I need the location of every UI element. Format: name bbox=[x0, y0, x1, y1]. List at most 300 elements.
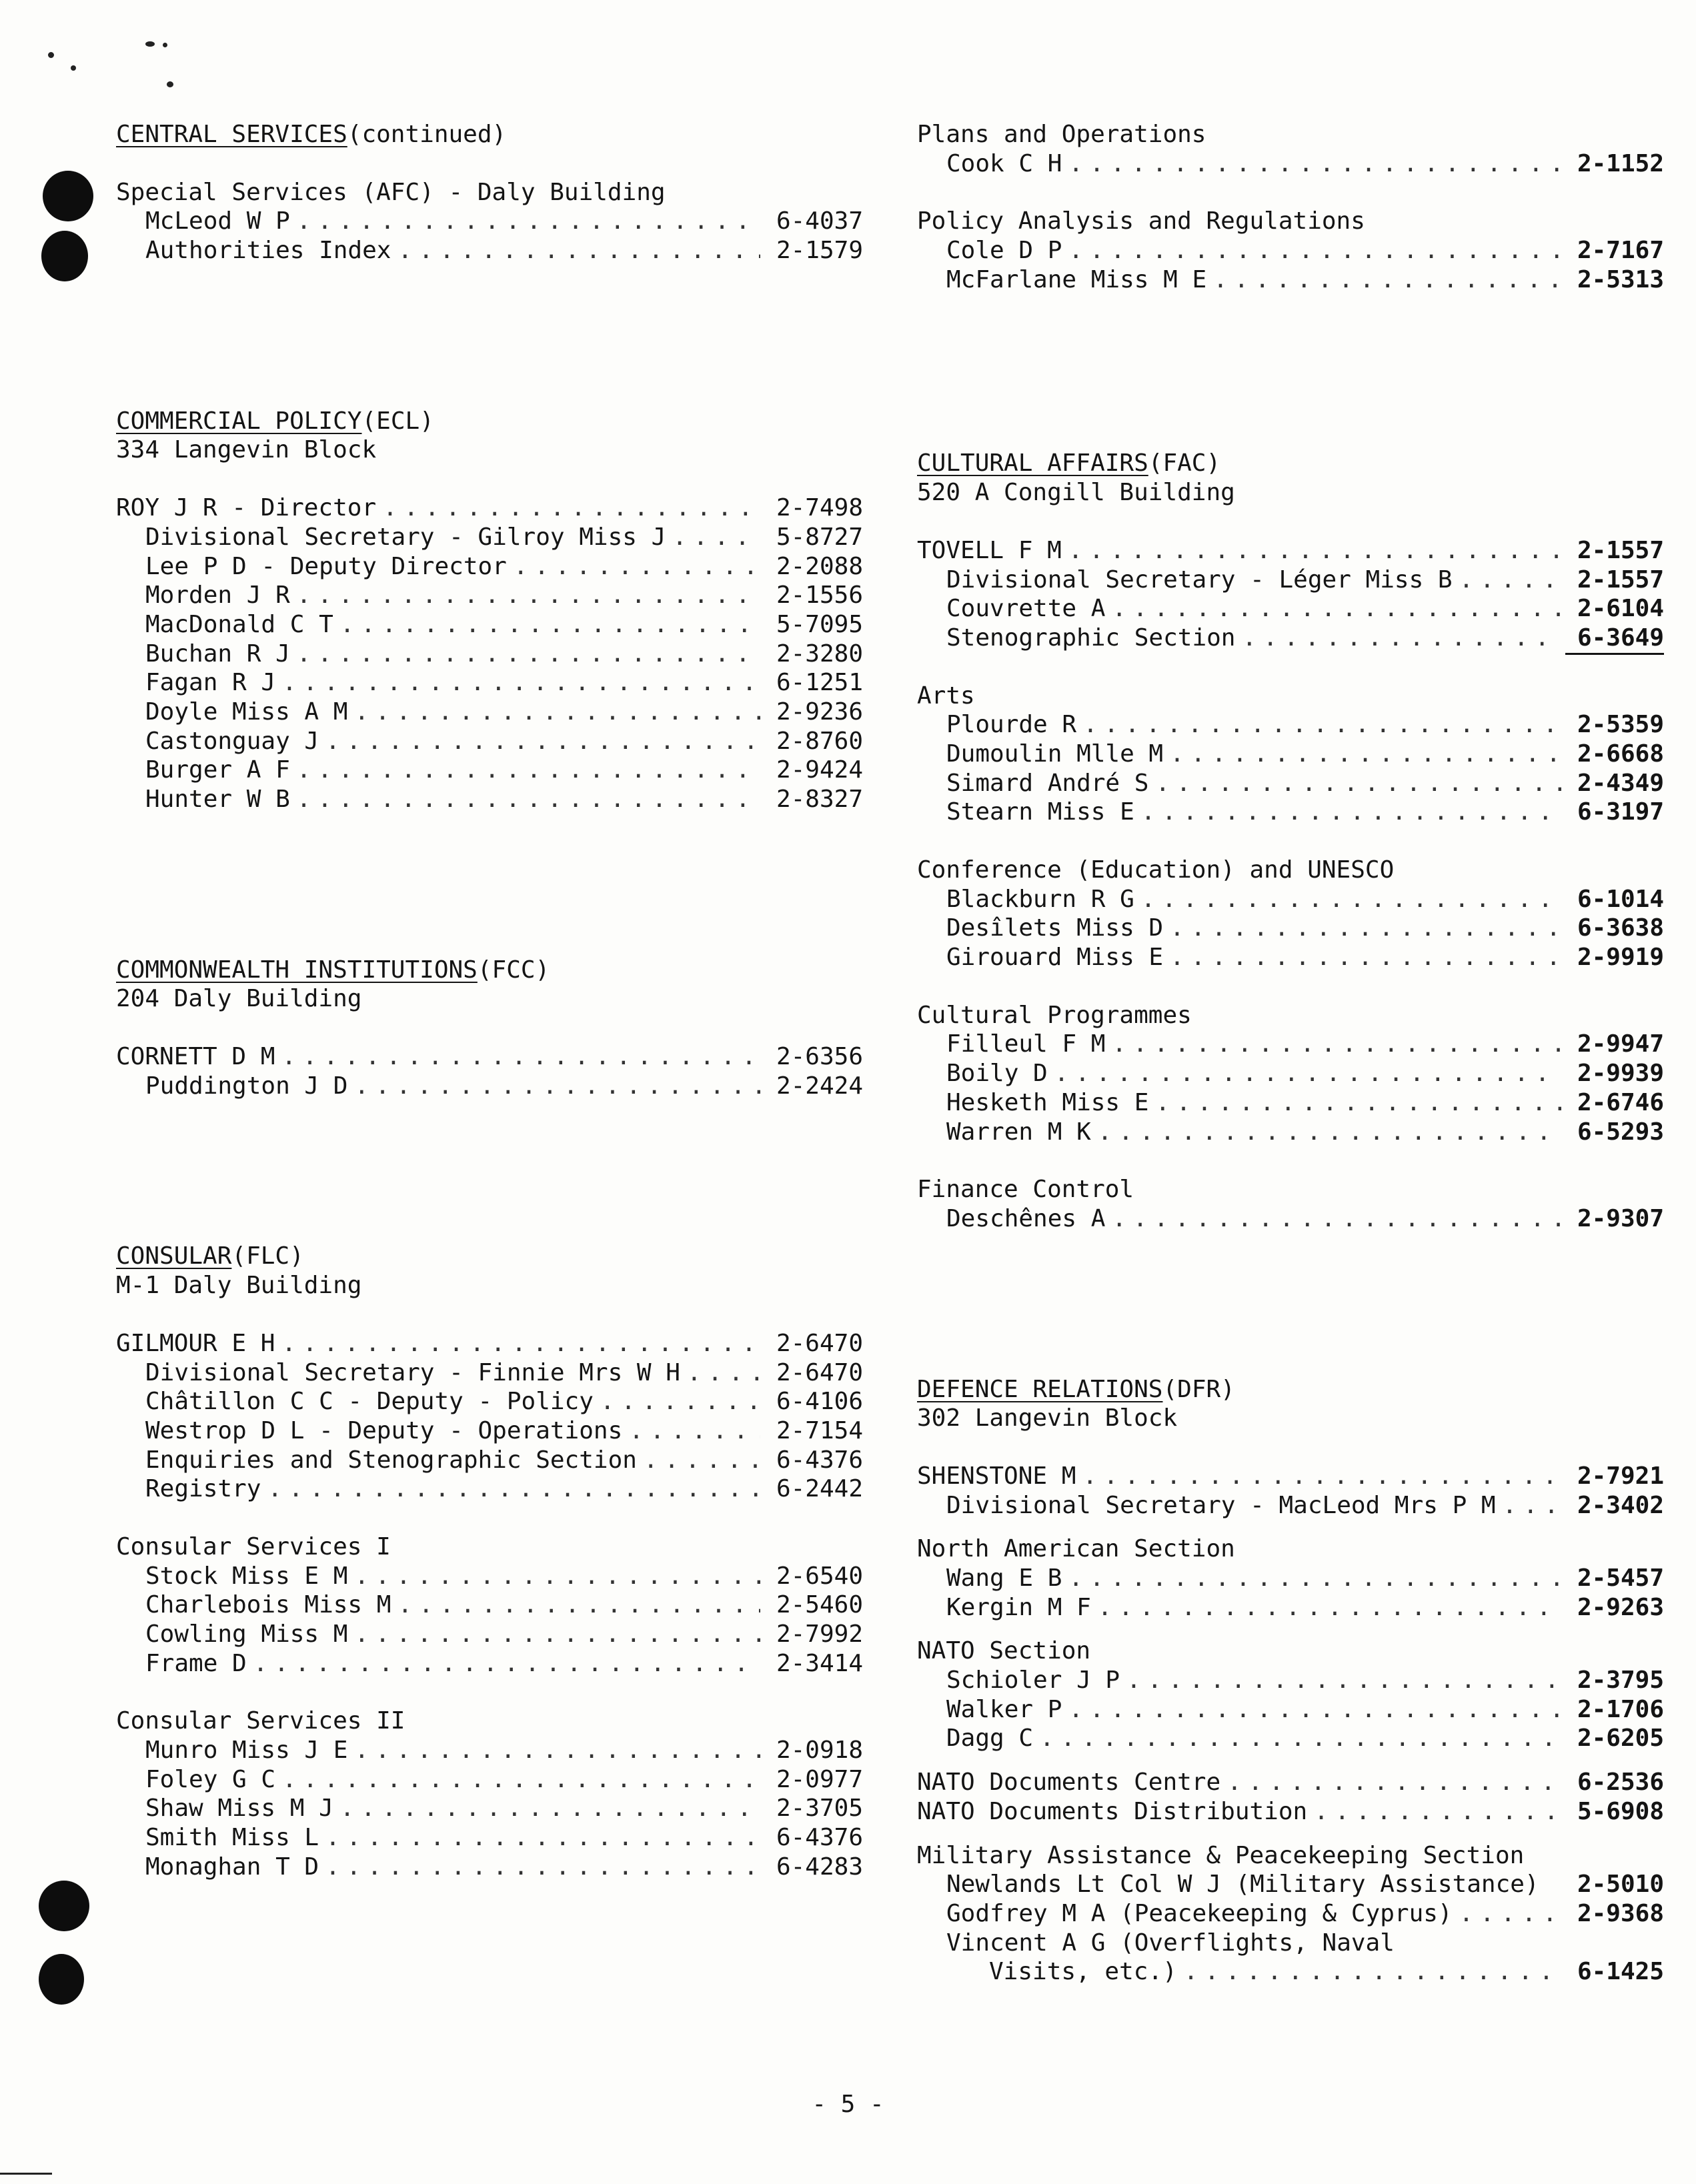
entry-extension: 2-1152 bbox=[1577, 149, 1664, 177]
entry-extension: 5-6908 bbox=[1577, 1797, 1664, 1825]
leader-dots bbox=[325, 727, 760, 756]
leader-dots bbox=[1170, 914, 1561, 943]
entry-name: Filleul F M bbox=[946, 1030, 1106, 1058]
leader-dots bbox=[267, 1474, 760, 1504]
entry-extension: 2-6470 bbox=[776, 1329, 863, 1357]
entry-extension: 5-7095 bbox=[776, 610, 863, 638]
directory-entry bbox=[917, 1059, 1664, 1088]
entry-extension: 2-0918 bbox=[776, 1737, 863, 1765]
entry-name: Schioler J P bbox=[946, 1667, 1120, 1695]
entry-name: Cowling Miss M bbox=[145, 1620, 348, 1648]
entry-name: Morden J R bbox=[145, 582, 290, 610]
entry-extension: 6-4376 bbox=[776, 1446, 863, 1474]
section-title: CULTURAL AFFAIRS bbox=[917, 449, 1148, 477]
entry-extension: 2-2088 bbox=[776, 552, 863, 580]
leader-dots bbox=[297, 640, 760, 669]
leader-dots bbox=[1098, 1593, 1561, 1622]
entry-name: Frame D bbox=[145, 1649, 247, 1677]
entry-name: Stenographic Section bbox=[946, 624, 1236, 652]
leader-dots bbox=[282, 1765, 760, 1795]
section-title: COMMERCIAL POLICY bbox=[116, 407, 362, 435]
entry-extension: 2-8760 bbox=[776, 727, 863, 755]
entry-name: Blackburn R G bbox=[946, 885, 1134, 913]
subsection-title: Military Assistance & Peacekeeping Section bbox=[917, 1841, 1525, 1869]
entry-name: Munro Miss J E bbox=[145, 1737, 348, 1765]
section-code: (ECL) bbox=[361, 407, 434, 435]
directory-entry bbox=[917, 1957, 1664, 1987]
section-code: (DFR) bbox=[1162, 1375, 1235, 1403]
directory-entry bbox=[116, 1387, 863, 1416]
directory-entry bbox=[917, 1118, 1664, 1147]
leader-dots bbox=[1184, 1957, 1561, 1987]
leader-dots bbox=[1112, 594, 1561, 624]
entry-extension: 2-6470 bbox=[776, 1358, 863, 1386]
directory-entry bbox=[116, 1590, 863, 1620]
directory-entry bbox=[917, 594, 1664, 624]
entry-name: Castonguay J bbox=[145, 727, 319, 755]
directory-entry bbox=[917, 1564, 1664, 1593]
directory-entry bbox=[116, 1620, 863, 1649]
leader-dots bbox=[354, 1562, 760, 1591]
spacer bbox=[917, 178, 1664, 207]
directory-entry bbox=[116, 1736, 863, 1765]
speck bbox=[167, 81, 173, 87]
leader-dots bbox=[1459, 566, 1561, 595]
leader-dots bbox=[1126, 1666, 1561, 1695]
entry-extension: 2-1706 bbox=[1577, 1695, 1664, 1723]
leader-dots bbox=[297, 756, 760, 785]
directory-entry bbox=[116, 698, 863, 727]
section-code: (FLC) bbox=[231, 1242, 304, 1270]
entry-extension: 2-9939 bbox=[1577, 1060, 1664, 1088]
entry-name: Godfrey M A (Peacekeeping & Cyprus) bbox=[946, 1899, 1453, 1927]
section-heading bbox=[917, 449, 1664, 478]
directory-entry bbox=[116, 493, 863, 523]
directory-entry bbox=[116, 785, 863, 814]
entry-name: Enquiries and Stenographic Section bbox=[145, 1446, 637, 1474]
leader-dots bbox=[514, 552, 760, 582]
entry-extension: 2-7992 bbox=[776, 1620, 863, 1648]
entry-extension: 2-6205 bbox=[1577, 1725, 1664, 1753]
directory-entry bbox=[116, 1416, 863, 1446]
punch-hole bbox=[41, 231, 88, 281]
directory-entry bbox=[116, 1853, 863, 1882]
directory-entry bbox=[917, 943, 1664, 972]
spacer bbox=[116, 1300, 863, 1329]
entry-name: Stearn Miss E bbox=[946, 798, 1134, 826]
entry-extension: 2-2424 bbox=[776, 1072, 863, 1100]
spacer bbox=[116, 814, 863, 956]
directory-entry bbox=[116, 1823, 863, 1853]
entry-extension: 2-9947 bbox=[1577, 1030, 1664, 1058]
directory-entry bbox=[116, 756, 863, 785]
entry-extension: 2-7167 bbox=[1577, 237, 1664, 265]
edge-mark bbox=[0, 2173, 52, 2175]
directory-entry bbox=[116, 1329, 863, 1358]
subsection-title: Arts bbox=[917, 682, 975, 710]
entry-extension: 2-3402 bbox=[1577, 1491, 1664, 1519]
entry-name: SHENSTONE M bbox=[917, 1462, 1076, 1490]
leader-dots bbox=[354, 1620, 760, 1649]
entry-extension: 6-1425 bbox=[1577, 1958, 1664, 1986]
directory-entry bbox=[116, 1474, 863, 1504]
spacer bbox=[116, 1504, 863, 1532]
entry-extension: 2-1557 bbox=[1577, 566, 1664, 594]
directory-entry bbox=[917, 236, 1664, 265]
leader-dots bbox=[644, 1446, 760, 1475]
entry-name: Dagg C bbox=[946, 1725, 1034, 1753]
leader-dots bbox=[1068, 149, 1561, 179]
entry-extension: 2-5359 bbox=[1577, 711, 1664, 739]
leader-dots bbox=[1068, 1695, 1561, 1725]
directory-entry bbox=[917, 1204, 1664, 1234]
entry-extension: 6-4106 bbox=[776, 1388, 863, 1416]
leader-dots bbox=[1459, 1899, 1561, 1929]
spacer bbox=[917, 1622, 1664, 1636]
subsection-title: North American Section bbox=[917, 1535, 1235, 1563]
entry-extension: 2-9263 bbox=[1577, 1593, 1664, 1621]
subsection-title: NATO Section bbox=[917, 1637, 1091, 1665]
entry-extension: 2-6540 bbox=[776, 1562, 863, 1590]
entry-extension: 6-4283 bbox=[776, 1853, 863, 1881]
entry-name: Divisional Secretary - Léger Miss B bbox=[946, 566, 1453, 594]
leader-dots bbox=[1112, 1204, 1561, 1234]
entry-name: Monaghan T D bbox=[145, 1853, 319, 1881]
speck bbox=[145, 41, 155, 47]
entry-name: ROY J R - Director bbox=[116, 494, 377, 522]
spacer bbox=[917, 1234, 1664, 1375]
directory-entry bbox=[116, 1765, 863, 1795]
entry-name: Divisional Secretary - Gilroy Miss J bbox=[145, 523, 666, 551]
punch-hole bbox=[43, 171, 93, 221]
directory-entry bbox=[917, 1491, 1664, 1520]
subsection-title: Conference (Education) and UNESCO bbox=[917, 856, 1395, 884]
entry-name: Smith Miss L bbox=[145, 1824, 319, 1852]
entry-extension: 2-5010 bbox=[1577, 1871, 1664, 1899]
leader-dots bbox=[281, 1329, 760, 1358]
entry-name: Dumoulin Mlle M bbox=[946, 740, 1164, 768]
entry-extension: 2-6668 bbox=[1577, 740, 1664, 768]
entry-extension: 2-7921 bbox=[1577, 1462, 1664, 1490]
entry-name: Boily D bbox=[946, 1060, 1048, 1088]
entry-name: Registry bbox=[145, 1475, 261, 1503]
entry-extension: 2-6746 bbox=[1577, 1088, 1664, 1116]
entry-name: CORNETT D M bbox=[116, 1043, 275, 1071]
leader-dots bbox=[1082, 1462, 1561, 1491]
directory-entry bbox=[917, 1088, 1664, 1118]
entry-name: Burger A F bbox=[145, 756, 290, 784]
entry-name: Foley G C bbox=[145, 1765, 276, 1793]
directory-entry bbox=[116, 1072, 863, 1101]
right-column bbox=[917, 120, 1664, 1987]
subsection-title: Consular Services II bbox=[116, 1707, 405, 1735]
spacer bbox=[917, 1146, 1664, 1175]
entry-extension: 2-3795 bbox=[1577, 1667, 1664, 1695]
section-heading bbox=[917, 1375, 1664, 1404]
leader-dots bbox=[281, 1042, 760, 1072]
entry-extension: 5-8727 bbox=[776, 523, 863, 551]
leader-dots bbox=[1141, 798, 1561, 827]
leader-dots bbox=[340, 610, 760, 640]
entry-extension: 6-3638 bbox=[1577, 914, 1664, 942]
entry-name: Kergin M F bbox=[946, 1593, 1091, 1621]
leader-dots bbox=[1068, 236, 1561, 265]
leader-dots bbox=[687, 1358, 760, 1388]
section-title: COMMONWEALTH INSTITUTIONS bbox=[116, 956, 478, 984]
spacer bbox=[116, 1014, 863, 1042]
directory-entry bbox=[116, 552, 863, 582]
entry-name: Plourde R bbox=[946, 711, 1077, 739]
spacer bbox=[116, 1678, 863, 1707]
directory-entry bbox=[917, 1768, 1664, 1797]
section-code: (FAC) bbox=[1148, 449, 1221, 477]
entry-name: Westrop D L - Deputy - Operations bbox=[145, 1416, 623, 1444]
directory-entry bbox=[917, 1030, 1664, 1059]
entry-name: McFarlane Miss M E bbox=[946, 265, 1207, 293]
entry-name: Châtillon C C - Deputy - Policy bbox=[145, 1388, 594, 1416]
directory-entry bbox=[917, 1695, 1664, 1725]
leader-dots bbox=[1112, 1030, 1561, 1059]
leader-dots bbox=[1068, 536, 1561, 566]
leader-dots bbox=[1155, 1088, 1561, 1118]
section-heading bbox=[116, 407, 863, 436]
section-title: CONSULAR bbox=[116, 1242, 232, 1270]
entry-name: Shaw Miss M J bbox=[145, 1795, 333, 1823]
entry-name: Cook C H bbox=[946, 149, 1062, 177]
directory-entry bbox=[116, 581, 863, 610]
entry-extension: 2-5313 bbox=[1577, 265, 1664, 293]
leader-dots bbox=[354, 1736, 760, 1765]
directory-entry bbox=[917, 1899, 1664, 1929]
directory-entry bbox=[116, 1358, 863, 1388]
entry-extension: 2-9424 bbox=[776, 756, 863, 784]
directory-entry bbox=[116, 1794, 863, 1823]
entry-extension: 6-4376 bbox=[776, 1824, 863, 1852]
directory-entry bbox=[917, 566, 1664, 595]
entry-extension: 6-3197 bbox=[1577, 798, 1664, 826]
entry-extension: 2-7154 bbox=[776, 1416, 863, 1444]
directory-entry bbox=[917, 624, 1664, 653]
leader-dots bbox=[1314, 1797, 1561, 1827]
entry-name: Wang E B bbox=[946, 1564, 1062, 1592]
directory-entry bbox=[917, 265, 1664, 295]
section-code: (FCC) bbox=[477, 956, 550, 984]
entry-extension: 2-9236 bbox=[776, 698, 863, 726]
leader-dots bbox=[297, 581, 760, 610]
leader-dots bbox=[282, 668, 760, 698]
leader-dots bbox=[1170, 943, 1561, 972]
leader-dots bbox=[383, 493, 760, 523]
entry-extension: 2-4349 bbox=[1577, 769, 1664, 797]
entry-extension: 6-2536 bbox=[1577, 1769, 1664, 1797]
directory-entry bbox=[917, 1724, 1664, 1753]
entry-name: MacDonald C T bbox=[145, 610, 333, 638]
entry-name: Visits, etc.) bbox=[989, 1958, 1177, 1986]
directory-entry bbox=[917, 798, 1664, 827]
entry-name: Stock Miss E M bbox=[145, 1562, 348, 1590]
entry-extension: 2-8327 bbox=[776, 786, 863, 813]
section-location: 302 Langevin Block bbox=[917, 1404, 1178, 1432]
directory-entry bbox=[917, 536, 1664, 566]
leader-dots bbox=[253, 1649, 760, 1679]
leader-dots bbox=[354, 698, 760, 727]
leader-dots bbox=[354, 1072, 760, 1101]
leader-dots bbox=[325, 1823, 760, 1853]
entry-name: Desîlets Miss D bbox=[946, 914, 1164, 942]
leader-dots bbox=[1170, 740, 1561, 769]
entry-name: Lee P D - Deputy Director bbox=[145, 552, 507, 580]
entry-extension: 2-9307 bbox=[1577, 1204, 1664, 1232]
entry-extension: 2-5457 bbox=[1577, 1564, 1664, 1592]
spacer bbox=[917, 827, 1664, 856]
section-heading bbox=[116, 956, 863, 985]
directory-entry bbox=[116, 1649, 863, 1679]
spacer bbox=[917, 1433, 1664, 1462]
spacer bbox=[917, 1753, 1664, 1768]
directory-entry bbox=[116, 727, 863, 756]
section-title: CENTRAL SERVICES bbox=[116, 121, 347, 148]
entry-name: Hesketh Miss E bbox=[946, 1088, 1149, 1116]
entry-extension: 2-1579 bbox=[776, 237, 863, 265]
leader-dots bbox=[1242, 624, 1561, 653]
spacer bbox=[116, 265, 863, 407]
entry-name: Divisional Secretary - MacLeod Mrs P M bbox=[946, 1491, 1496, 1519]
subsection-title: Special Services (AFC) - Daly Building bbox=[116, 178, 666, 206]
speck bbox=[48, 52, 54, 58]
spacer bbox=[917, 1520, 1664, 1534]
entry-extension: 2-5460 bbox=[776, 1591, 863, 1619]
entry-name: Charlebois Miss M bbox=[145, 1591, 391, 1619]
entry-name: Authorities Index bbox=[145, 237, 391, 265]
speck bbox=[71, 65, 76, 71]
entry-name: Divisional Secretary - Finnie Mrs W H bbox=[145, 1358, 680, 1386]
punch-hole bbox=[39, 1881, 89, 1931]
spacer bbox=[917, 294, 1664, 449]
leader-dots bbox=[1503, 1491, 1561, 1520]
entry-name: Newlands Lt Col W J (Military Assistance) bbox=[946, 1871, 1539, 1899]
directory-entry bbox=[116, 236, 863, 265]
entry-extension: 6-5293 bbox=[1577, 1118, 1664, 1146]
directory-entry bbox=[917, 1797, 1664, 1827]
section-title: DEFENCE RELATIONS bbox=[917, 1375, 1163, 1403]
entry-name: Simard André S bbox=[946, 769, 1149, 797]
directory-entry bbox=[116, 1042, 863, 1072]
subsection-title: Cultural Programmes bbox=[917, 1001, 1192, 1029]
leader-dots bbox=[1083, 710, 1561, 740]
directory-entry bbox=[116, 1562, 863, 1591]
section-location: 204 Daly Building bbox=[116, 985, 362, 1013]
leader-dots bbox=[1155, 769, 1561, 798]
leader-dots bbox=[629, 1416, 760, 1446]
entry-name: Hunter W B bbox=[145, 786, 290, 813]
entry-name: McLeod W P bbox=[145, 207, 290, 235]
leader-dots bbox=[1068, 1564, 1561, 1593]
directory-entry bbox=[116, 523, 863, 552]
section-heading bbox=[116, 120, 863, 149]
directory-entry bbox=[116, 207, 863, 236]
spacer bbox=[917, 507, 1664, 536]
leader-dots bbox=[397, 236, 760, 265]
entry-extension: 2-3414 bbox=[776, 1649, 863, 1677]
entry-extension: 2-1556 bbox=[776, 582, 863, 610]
leader-dots bbox=[1213, 265, 1561, 295]
directory-entry bbox=[116, 640, 863, 669]
section-code: (continued) bbox=[347, 121, 507, 148]
punch-hole bbox=[39, 1954, 84, 2005]
entry-name: Warren M K bbox=[946, 1118, 1091, 1146]
entry-name: GILMOUR E H bbox=[116, 1329, 275, 1357]
section-location: 520 A Congill Building bbox=[917, 479, 1235, 507]
leader-dots bbox=[1054, 1059, 1561, 1088]
left-column bbox=[116, 120, 863, 1882]
entry-name: NATO Documents Centre bbox=[917, 1769, 1221, 1797]
speck bbox=[163, 43, 167, 47]
section-location: 334 Langevin Block bbox=[116, 436, 377, 464]
directory-entry bbox=[917, 1462, 1664, 1491]
leader-dots bbox=[1141, 885, 1561, 914]
entry-extension: 6-1251 bbox=[776, 669, 863, 697]
entry-name: Puddington J D bbox=[145, 1072, 348, 1100]
directory-entry bbox=[917, 885, 1664, 914]
entry-extension: 2-9368 bbox=[1577, 1899, 1664, 1927]
entry-extension: 6-1014 bbox=[1577, 885, 1664, 913]
leader-dots bbox=[1098, 1118, 1561, 1147]
leader-dots bbox=[340, 1794, 760, 1823]
spacer bbox=[116, 149, 863, 178]
subsection-title: Policy Analysis and Regulations bbox=[917, 207, 1365, 235]
spacer bbox=[917, 972, 1664, 1001]
entry-extension: 2-3705 bbox=[776, 1795, 863, 1823]
entry-name: Deschênes A bbox=[946, 1204, 1106, 1232]
entry-name: Couvrette A bbox=[946, 595, 1106, 623]
entry-extension: 2-7498 bbox=[776, 494, 863, 522]
entry-name: NATO Documents Distribution bbox=[917, 1797, 1308, 1825]
entry-name: Fagan R J bbox=[145, 669, 276, 697]
entry-extension: 2-6356 bbox=[776, 1043, 863, 1071]
directory-entry bbox=[116, 1446, 863, 1475]
entry-extension: 6-3649 bbox=[1565, 624, 1664, 655]
spacer bbox=[917, 1827, 1664, 1841]
entry-name: Buchan R J bbox=[145, 640, 290, 668]
entry-extension: 2-3280 bbox=[776, 640, 863, 668]
entry-extension: 2-9919 bbox=[1577, 944, 1664, 972]
section-heading bbox=[116, 1242, 863, 1271]
entry-name: Girouard Miss E bbox=[946, 944, 1164, 972]
leader-dots bbox=[325, 1853, 760, 1882]
entry-name: Cole D P bbox=[946, 237, 1062, 265]
leader-dots bbox=[1040, 1724, 1561, 1753]
leader-dots bbox=[600, 1387, 760, 1416]
section-location: M-1 Daly Building bbox=[116, 1272, 362, 1300]
entry-name: TOVELL F M bbox=[917, 536, 1062, 564]
directory-entry bbox=[917, 1870, 1664, 1899]
spacer bbox=[116, 1100, 863, 1242]
entry-extension: 2-6104 bbox=[1577, 595, 1664, 623]
directory-entry bbox=[917, 1666, 1664, 1695]
leader-dots bbox=[297, 785, 760, 814]
leader-dots bbox=[1227, 1768, 1561, 1797]
leader-dots bbox=[297, 207, 760, 236]
subsection-title: Vincent A G (Overflights, Naval bbox=[946, 1929, 1395, 1957]
entry-extension: 2-0977 bbox=[776, 1765, 863, 1793]
entry-extension: 2-1557 bbox=[1577, 536, 1664, 564]
directory-entry bbox=[116, 668, 863, 698]
page-number: - 5 - bbox=[812, 2091, 884, 2118]
directory-entry bbox=[917, 769, 1664, 798]
entry-extension: 6-4037 bbox=[776, 207, 863, 235]
leader-dots bbox=[397, 1590, 760, 1620]
spacer bbox=[917, 653, 1664, 682]
